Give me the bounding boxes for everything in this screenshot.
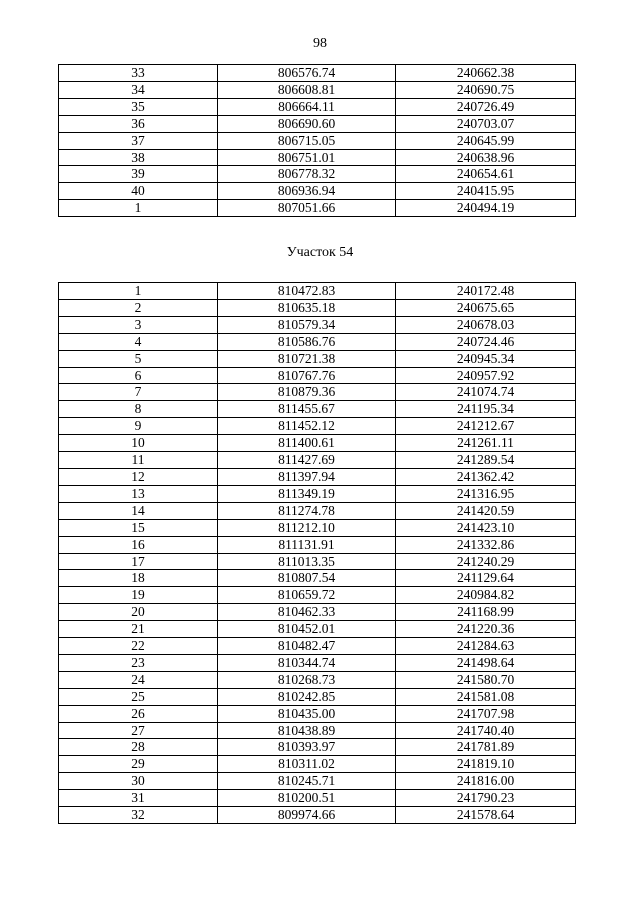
x-coordinate-cell: 807051.66 [218,200,396,217]
point-number-cell: 19 [59,587,218,604]
y-coordinate-cell: 240675.65 [396,299,576,316]
table-row [59,115,576,132]
y-coordinate-cell: 240957.92 [396,367,576,384]
table-row [59,705,576,722]
x-coordinate-cell: 810245.71 [218,773,396,790]
x-coordinate-cell: 810438.89 [218,722,396,739]
y-coordinate-cell: 240703.07 [396,115,576,132]
table-row [59,638,576,655]
table-row [59,553,576,570]
y-coordinate-cell: 240415.95 [396,183,576,200]
table-row [59,435,576,452]
point-number-cell: 25 [59,688,218,705]
table-row [59,401,576,418]
x-coordinate-cell: 810268.73 [218,671,396,688]
x-coordinate-cell: 810435.00 [218,705,396,722]
point-number-cell: 23 [59,654,218,671]
x-coordinate-cell: 810579.34 [218,316,396,333]
x-coordinate-cell: 806690.60 [218,115,396,132]
y-coordinate-cell: 241581.08 [396,688,576,705]
x-coordinate-cell: 810482.47 [218,638,396,655]
point-number-cell: 39 [59,166,218,183]
y-coordinate-cell: 241790.23 [396,790,576,807]
table-row [59,587,576,604]
point-number-cell: 21 [59,621,218,638]
point-number-cell: 22 [59,638,218,655]
y-coordinate-cell: 241220.36 [396,621,576,638]
coordinates-table-continued [58,64,576,217]
y-coordinate-cell: 241316.95 [396,485,576,502]
y-coordinate-cell: 240726.49 [396,98,576,115]
table-row [59,671,576,688]
table-row [59,654,576,671]
y-coordinate-cell: 240172.48 [396,283,576,300]
x-coordinate-cell: 806608.81 [218,81,396,98]
y-coordinate-cell: 241240.29 [396,553,576,570]
y-coordinate-cell: 240984.82 [396,587,576,604]
table-row [59,773,576,790]
point-number-cell: 8 [59,401,218,418]
table-row [59,722,576,739]
point-number-cell: 35 [59,98,218,115]
x-coordinate-cell: 810393.97 [218,739,396,756]
point-number-cell: 29 [59,756,218,773]
y-coordinate-cell: 240494.19 [396,200,576,217]
table-row [59,333,576,350]
y-coordinate-cell: 240945.34 [396,350,576,367]
point-number-cell: 11 [59,452,218,469]
table-row [59,452,576,469]
table-row [59,81,576,98]
coordinates-table-section-54 [58,282,576,824]
y-coordinate-cell: 240638.96 [396,149,576,166]
y-coordinate-cell: 241332.86 [396,536,576,553]
table-row [59,519,576,536]
table-row [59,502,576,519]
x-coordinate-cell: 810721.38 [218,350,396,367]
table-row [59,65,576,82]
table-row [59,604,576,621]
point-number-cell: 18 [59,570,218,587]
x-coordinate-cell: 811013.35 [218,553,396,570]
y-coordinate-cell: 241168.99 [396,604,576,621]
x-coordinate-cell: 811131.91 [218,536,396,553]
point-number-cell: 24 [59,671,218,688]
x-coordinate-cell: 810344.74 [218,654,396,671]
point-number-cell: 13 [59,485,218,502]
point-number-cell: 31 [59,790,218,807]
point-number-cell: 5 [59,350,218,367]
table-row [59,367,576,384]
y-coordinate-cell: 241819.10 [396,756,576,773]
point-number-cell: 7 [59,384,218,401]
table-row [59,570,576,587]
y-coordinate-cell: 240690.75 [396,81,576,98]
x-coordinate-cell: 810659.72 [218,587,396,604]
point-number-cell: 3 [59,316,218,333]
y-coordinate-cell: 241781.89 [396,739,576,756]
x-coordinate-cell: 810472.83 [218,283,396,300]
y-coordinate-cell: 241074.74 [396,384,576,401]
x-coordinate-cell: 806778.32 [218,166,396,183]
point-number-cell: 1 [59,200,218,217]
y-coordinate-cell: 241212.67 [396,418,576,435]
point-number-cell: 40 [59,183,218,200]
table-row [59,384,576,401]
y-coordinate-cell: 241578.64 [396,807,576,824]
point-number-cell: 1 [59,283,218,300]
table-row [59,149,576,166]
x-coordinate-cell: 811452.12 [218,418,396,435]
x-coordinate-cell: 806576.74 [218,65,396,82]
y-coordinate-cell: 241740.40 [396,722,576,739]
x-coordinate-cell: 810311.02 [218,756,396,773]
point-number-cell: 36 [59,115,218,132]
x-coordinate-cell: 806751.01 [218,149,396,166]
x-coordinate-cell: 810879.36 [218,384,396,401]
table-row [59,621,576,638]
point-number-cell: 30 [59,773,218,790]
y-coordinate-cell: 240724.46 [396,333,576,350]
table-row [59,418,576,435]
point-number-cell: 32 [59,807,218,824]
point-number-cell: 10 [59,435,218,452]
table-row [59,468,576,485]
y-coordinate-cell: 241707.98 [396,705,576,722]
table-row [59,183,576,200]
table-row [59,316,576,333]
x-coordinate-cell: 811400.61 [218,435,396,452]
table-row [59,756,576,773]
x-coordinate-cell: 811349.19 [218,485,396,502]
point-number-cell: 4 [59,333,218,350]
point-number-cell: 26 [59,705,218,722]
y-coordinate-cell: 241362.42 [396,468,576,485]
y-coordinate-cell: 241423.10 [396,519,576,536]
point-number-cell: 14 [59,502,218,519]
point-number-cell: 20 [59,604,218,621]
table-row [59,350,576,367]
point-number-cell: 38 [59,149,218,166]
section-title: Участок 54 [286,245,354,260]
x-coordinate-cell: 811455.67 [218,401,396,418]
table-row [59,299,576,316]
y-coordinate-cell: 241420.59 [396,502,576,519]
point-number-cell: 17 [59,553,218,570]
x-coordinate-cell: 810242.85 [218,688,396,705]
page-number: 98 [313,36,327,51]
y-coordinate-cell: 241580.70 [396,671,576,688]
point-number-cell: 34 [59,81,218,98]
point-number-cell: 28 [59,739,218,756]
x-coordinate-cell: 810635.18 [218,299,396,316]
x-coordinate-cell: 806715.05 [218,132,396,149]
point-number-cell: 2 [59,299,218,316]
point-number-cell: 27 [59,722,218,739]
table-row [59,536,576,553]
y-coordinate-cell: 241289.54 [396,452,576,469]
table-row [59,739,576,756]
y-coordinate-cell: 241816.00 [396,773,576,790]
x-coordinate-cell: 809974.66 [218,807,396,824]
y-coordinate-cell: 241261.11 [396,435,576,452]
y-coordinate-cell: 241498.64 [396,654,576,671]
table-row [59,166,576,183]
table-row [59,790,576,807]
x-coordinate-cell: 810462.33 [218,604,396,621]
x-coordinate-cell: 811212.10 [218,519,396,536]
point-number-cell: 9 [59,418,218,435]
table-row [59,485,576,502]
x-coordinate-cell: 810200.51 [218,790,396,807]
x-coordinate-cell: 810586.76 [218,333,396,350]
table-row [59,98,576,115]
table-row [59,132,576,149]
x-coordinate-cell: 811427.69 [218,452,396,469]
y-coordinate-cell: 241129.64 [396,570,576,587]
x-coordinate-cell: 811397.94 [218,468,396,485]
table-row [59,200,576,217]
y-coordinate-cell: 240678.03 [396,316,576,333]
y-coordinate-cell: 241195.34 [396,401,576,418]
point-number-cell: 12 [59,468,218,485]
x-coordinate-cell: 810767.76 [218,367,396,384]
point-number-cell: 33 [59,65,218,82]
point-number-cell: 6 [59,367,218,384]
table-row [59,688,576,705]
point-number-cell: 16 [59,536,218,553]
y-coordinate-cell: 240662.38 [396,65,576,82]
point-number-cell: 15 [59,519,218,536]
point-number-cell: 37 [59,132,218,149]
table-row [59,807,576,824]
y-coordinate-cell: 240645.99 [396,132,576,149]
x-coordinate-cell: 806936.94 [218,183,396,200]
y-coordinate-cell: 240654.61 [396,166,576,183]
x-coordinate-cell: 810807.54 [218,570,396,587]
table-row [59,283,576,300]
x-coordinate-cell: 806664.11 [218,98,396,115]
x-coordinate-cell: 810452.01 [218,621,396,638]
y-coordinate-cell: 241284.63 [396,638,576,655]
x-coordinate-cell: 811274.78 [218,502,396,519]
